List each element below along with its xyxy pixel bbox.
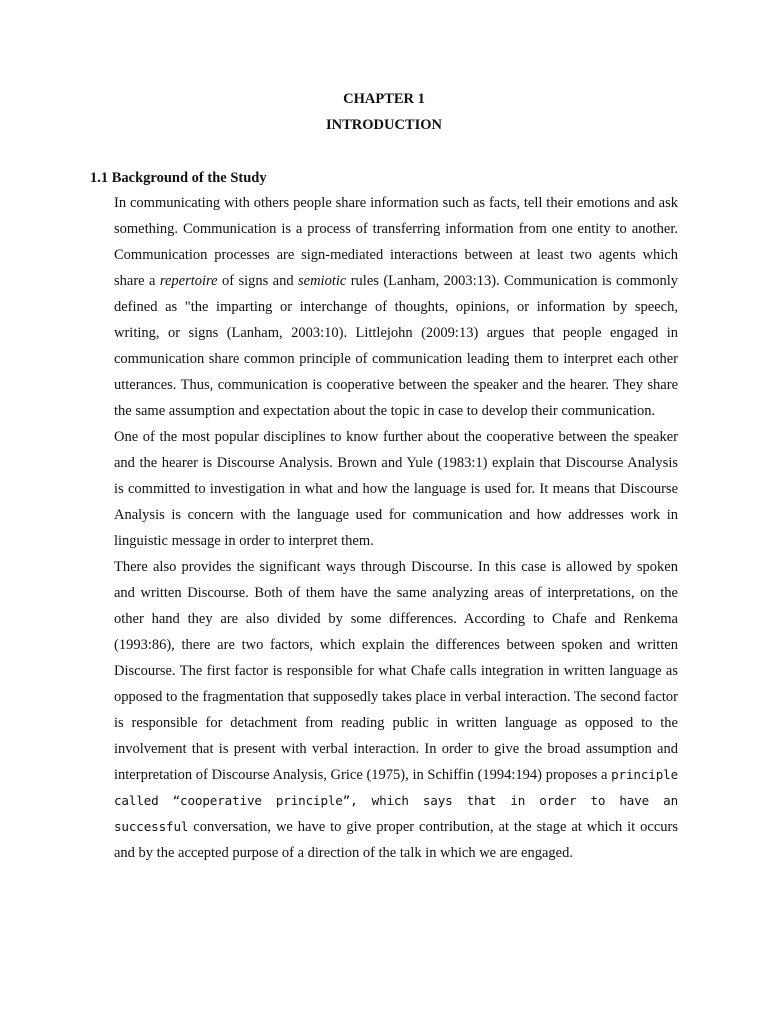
paragraph-1-italic-repertoire: repertoire [159,273,218,289]
paragraph-2: One of the most popular disciplines to know further about the cooperative between the speaker and the hearer is Discourse Analysis. Brown and Yule (1983:1) explain that Discourse Analysis is committed to investigation in what and how the language is used for. It means that Discourse Analysis is concern with the language used for communication and how addresses work in linguistic message in order to interpret them. [114,429,678,549]
paragraph-1-text-a: In communicating with others people share information such as facts, tell their emotions and ask something. Communication is a process of transferring information from one entity to another. Communication processes are sign-mediated interactions between at least two agents which share a [114,195,678,289]
chapter-number: CHAPTER 1 [343,91,425,107]
paragraph-1-text-c: of signs and [217,273,298,289]
paragraph-3-text-c: conversation, we have to give proper contribution, at the stage at which it occurs and by the accepted purpose of a direction of the talk in which we are engaged. [114,819,678,861]
chapter-title: INTRODUCTION [325,117,442,133]
paragraph-3-text-a: There also provides the significant ways through Discourse. In this case is allowed by spoken and written Discourse. Both of them have the same analyzing areas of interpretations, on the other hand they are also divided by some differences. According to Chafe and Renkema (1993:86), there are two factors, which explain the differences between spoken and written Discourse. The first factor is responsible for what Chafe calls integration in written language as opposed to the fragmentation that supposedly takes place in verbal interaction. The second factor is responsible for detachment from reading public in written language as opposed to the involvement that is present with verbal interaction. In order to give the broad assumption and interpretation of Discourse Analysis, Grice (1975), in Schiffin (1994:194) proposes a [114,559,678,783]
section-heading: 1.1 Background of the Study [90,170,267,186]
paragraph-1-italic-semiotic: semiotic [298,273,347,289]
paragraph-3-mono-run: principle called “cooperative principle”, which says that in order to have an successful [114,767,678,834]
paragraph-3 [114,554,678,866]
paragraph-1-text-e: rules (Lanham, 2003:13). Communication is commonly defined as "the imparting or interchange of thoughts, opinions, or information by speech, writing, or signs (Lanham, 2003:10). Littlejohn (2009:13) argues that people engaged in communication share common principle of communication leading them to interpret each other utterances. Thus, communication is cooperative between the speaker and the hearer. They share the same assumption and expectation about the topic in case to develop their communication. [114,273,678,419]
body-text [114,190,678,866]
paragraph-1 [114,190,678,424]
